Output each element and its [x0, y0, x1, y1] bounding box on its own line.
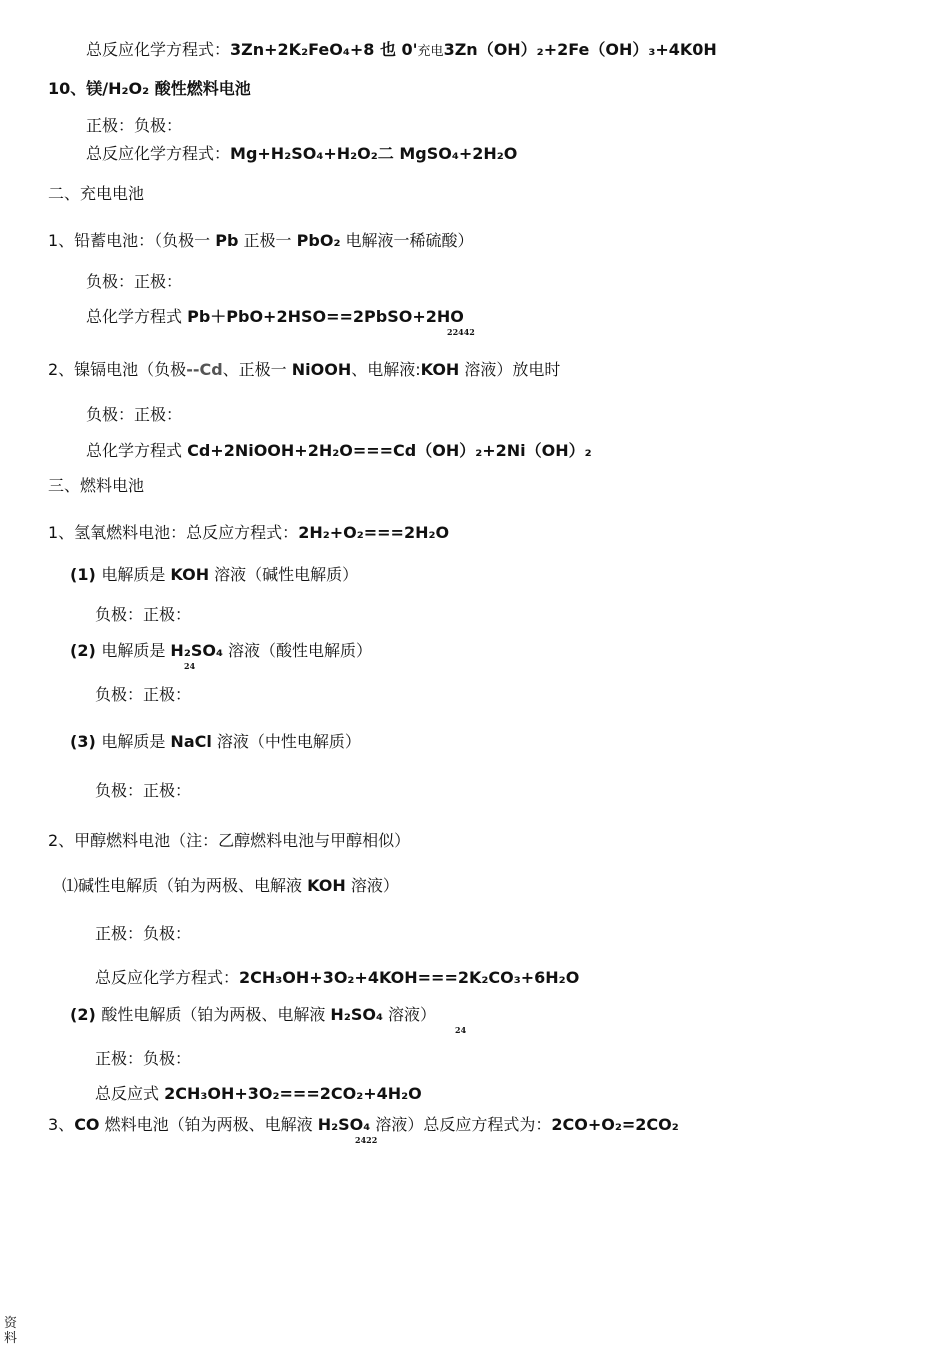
subscript-note: 24: [184, 661, 196, 671]
subheading-h2so4-electrolyte: (2) 电解质是 H₂SO₄ 溶液（酸性电解质）: [70, 641, 373, 660]
equation-line-methanol-acidic: 总反应式 2CH₃OH+3O₂===2CO₂+4H₂O: [95, 1084, 422, 1103]
electrode-line: 负极：正极：: [86, 272, 183, 291]
subscript-note: 24: [455, 1025, 467, 1035]
equation-line-lead-acid: 总化学方程式 Pb＋PbO+2HSO==2PbSO+2HO: [86, 307, 464, 326]
equation-line-zn-fe: 总反应化学方程式：3Zn+2K₂FeO₄+8 也 0'充电3Zn（OH）₂+2Fe（OH）₃+4K0H: [86, 40, 717, 59]
equation-line-mg: 总反应化学方程式：Mg+H₂SO₄+H₂O₂二 MgSO₄+2H₂O: [86, 144, 518, 163]
equation-line-methanol-alkaline: 总反应化学方程式：2CH₃OH+3O₂+4KOH===2K₂CO₃+6H₂O: [95, 968, 580, 987]
subheading-koh-electrolyte: (1) 电解质是 KOH 溶液（碱性电解质）: [70, 565, 359, 584]
heading-methanol-fuel-cell: 2、甲醇燃料电池（注：乙醇燃料电池与甲醇相似）: [48, 831, 411, 850]
electrode-line: 负极：正极：: [95, 781, 192, 800]
subheading-nacl-electrolyte: (3) 电解质是 NaCl 溶液（中性电解质）: [70, 732, 361, 751]
electrode-line: 正极：负极：: [95, 924, 192, 943]
electrode-line: 正极：负极：: [86, 116, 183, 135]
section-heading-fuel-cells: 三、燃料电池: [48, 476, 145, 495]
heading-co-fuel-cell: 3、CO 燃料电池（铂为两极、电解液 H₂SO₄ 溶液）总反应方程式为：2CO+O₂=2CO₂: [48, 1115, 679, 1134]
heading-mg-h2o2-battery: 10、镁/H₂O₂ 酸性燃料电池: [48, 79, 251, 98]
subscript-note: 22442: [447, 327, 475, 337]
equation-line-nicd: 总化学方程式 Cd+2NiOOH+2H₂O===Cd（OH）₂+2Ni（OH）₂: [86, 441, 592, 460]
heading-lead-acid-battery: 1、铅蓄电池：（负极一 Pb 正极一 PbO₂ 电解液一稀硫酸）: [48, 231, 474, 250]
subheading-acidic-electrolyte: (2) 酸性电解质（铂为两极、电解液 H₂SO₄ 溶液）: [70, 1005, 437, 1024]
electrode-line: 负极：正极：: [95, 605, 192, 624]
electrode-line: 正极：负极：: [95, 1049, 192, 1068]
subheading-alkaline-electrolyte: ⑴碱性电解质（铂为两极、电解液 KOH 溶液）: [62, 876, 399, 895]
electrode-line: 负极：正极：: [95, 685, 192, 704]
section-heading-rechargeable: 二、充电电池: [48, 184, 145, 203]
heading-hydrogen-oxygen-fuel-cell: 1、氢氧燃料电池：总反应方程式：2H₂+O₂===2H₂O: [48, 523, 450, 542]
heading-nicd-battery: 2、镍镉电池（负极--Cd、正极一 NiOOH、电解液:KOH 溶液）放电时: [48, 360, 561, 379]
electrode-line: 负极：正极：: [86, 405, 183, 424]
subscript-note: 2422: [355, 1135, 378, 1145]
margin-note: 资料: [4, 1316, 18, 1346]
